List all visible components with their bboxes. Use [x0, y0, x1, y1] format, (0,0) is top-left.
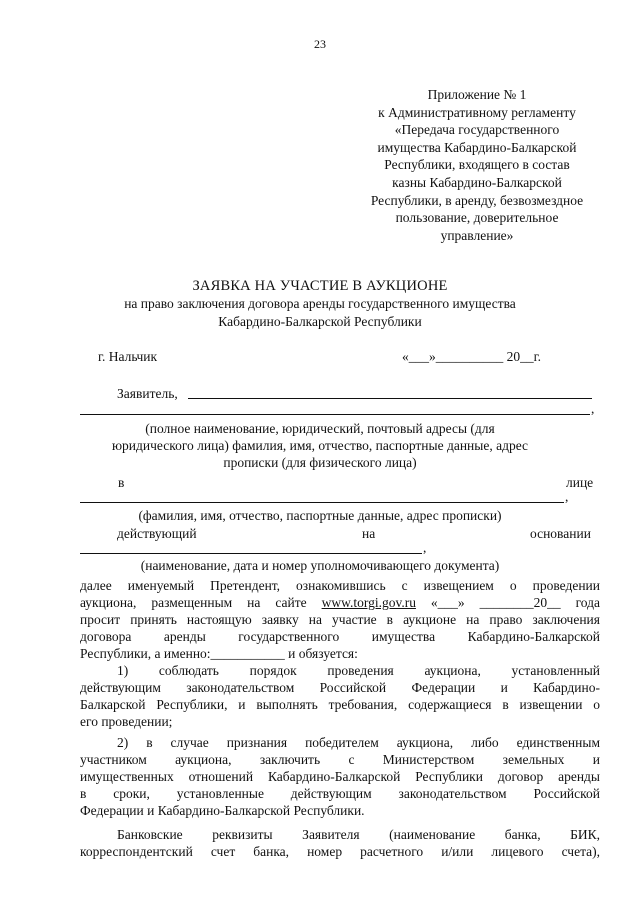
appendix-line: Республики, в аренду, безвозмездное — [370, 192, 584, 208]
appendix-line: казны Кабардино-Балкарской — [392, 174, 562, 190]
appendix-line: имущества Кабардино-Балкарской — [377, 139, 577, 155]
place-text: г. Нальчик — [98, 349, 158, 364]
representative-field[interactable] — [80, 502, 564, 503]
applicant-name-field-cont[interactable] — [80, 414, 590, 415]
authority-document-field[interactable] — [80, 553, 422, 554]
hint-applicant-line2: юридического лица) фамилия, имя, отчество, паспортные данные, адрес — [111, 438, 529, 453]
paragraph-4-line: Банковские реквизиты Заявителя (наименование банка, БИК, — [117, 827, 600, 842]
paragraph-2-line: действующим законодательством Российской Федерации и Кабардино- — [80, 680, 600, 695]
appendix-header — [352, 86, 602, 244]
paragraph-3-line: 2) в случае признания победителем аукциона, либо единственным — [117, 735, 600, 750]
paragraph-2-line: 1) соблюдать порядок проведения аукциона, установленный — [117, 663, 600, 678]
person-word: лице — [566, 475, 594, 490]
applicant-label: Заявитель, — [117, 386, 178, 401]
paragraph-2-line: Балкарской Республики, и выполнять требования, содержащиеся в извещении о — [80, 697, 600, 712]
paragraph-3-line: Федерации и Кабардино-Балкарской Республики. — [80, 803, 365, 818]
appendix-line: управление» — [440, 227, 514, 243]
appendix-line: «Передача государственного — [394, 122, 560, 138]
appendix-line: к Административному регламенту — [378, 104, 576, 120]
applicant-name-field[interactable] — [188, 398, 592, 399]
paragraph-1-line: далее именуемый Претендент, ознакомившись с извещением о проведении — [80, 578, 600, 593]
acting-word: действующий — [117, 526, 197, 541]
paragraph-3-line: участником аукциона, заключить с Министерством земельных и — [80, 752, 600, 767]
document-subtitle: на право заключения договора аренды государственного имущества — [124, 296, 516, 311]
appendix-line: пользование, доверительное — [395, 210, 559, 226]
hint-representative: (фамилия, имя, отчество, паспортные данные, адрес прописки) — [138, 508, 502, 523]
basis-word: основании — [530, 526, 591, 541]
in-word: в — [118, 475, 125, 490]
appendix-line: Республики, входящего в состав — [384, 157, 570, 173]
paragraph-1-line: аукциона, размещенным на сайте www.torgi.gov.ru «___» ________20__ года — [80, 595, 600, 610]
date-field[interactable]: «___»__________ 20__г. — [402, 349, 542, 364]
paragraph-2-line: его проведении; — [80, 714, 173, 729]
hint-applicant-line1: (полное наименование, юридический, почтовый адресы (для — [145, 421, 495, 436]
paragraph-4-line: корреспондентский счет банка, номер расчетного и/или лицевого счета), — [80, 844, 600, 859]
paragraph-1-line: Республики, а именно:___________ и обязуется: — [80, 646, 358, 661]
paragraph-3-line: в сроки, установленные действующим законодательством Российской — [80, 786, 600, 801]
hint-authority-document: (наименование, дата и номер уполномочивающего документа) — [140, 558, 500, 573]
document-title: ЗАЯВКА НА УЧАСТИЕ В АУКЦИОНЕ — [192, 278, 448, 294]
comma-text: , — [423, 540, 427, 555]
torgi-link[interactable]: www.torgi.gov.ru — [321, 595, 416, 610]
paragraph-3-line: имущественных отношений Кабардино-Балкарской Республики договор аренды — [80, 769, 600, 784]
on-word: на — [362, 526, 376, 541]
document-subtitle-region: Кабардино-Балкарской Республики — [218, 314, 422, 329]
comma-text: , — [565, 489, 569, 504]
paragraph-1-line: договора аренды государственного имущества Кабардино-Балкарской — [80, 629, 600, 644]
comma-text: , — [591, 401, 595, 416]
paragraph-1-line: просит принять настоящую заявку на участие в аукционе на право заключения — [80, 612, 600, 627]
page-number: 23 — [314, 37, 326, 51]
appendix-line: Приложение № 1 — [427, 87, 527, 102]
hint-applicant-line3: прописки (для физического лица) — [223, 455, 417, 470]
